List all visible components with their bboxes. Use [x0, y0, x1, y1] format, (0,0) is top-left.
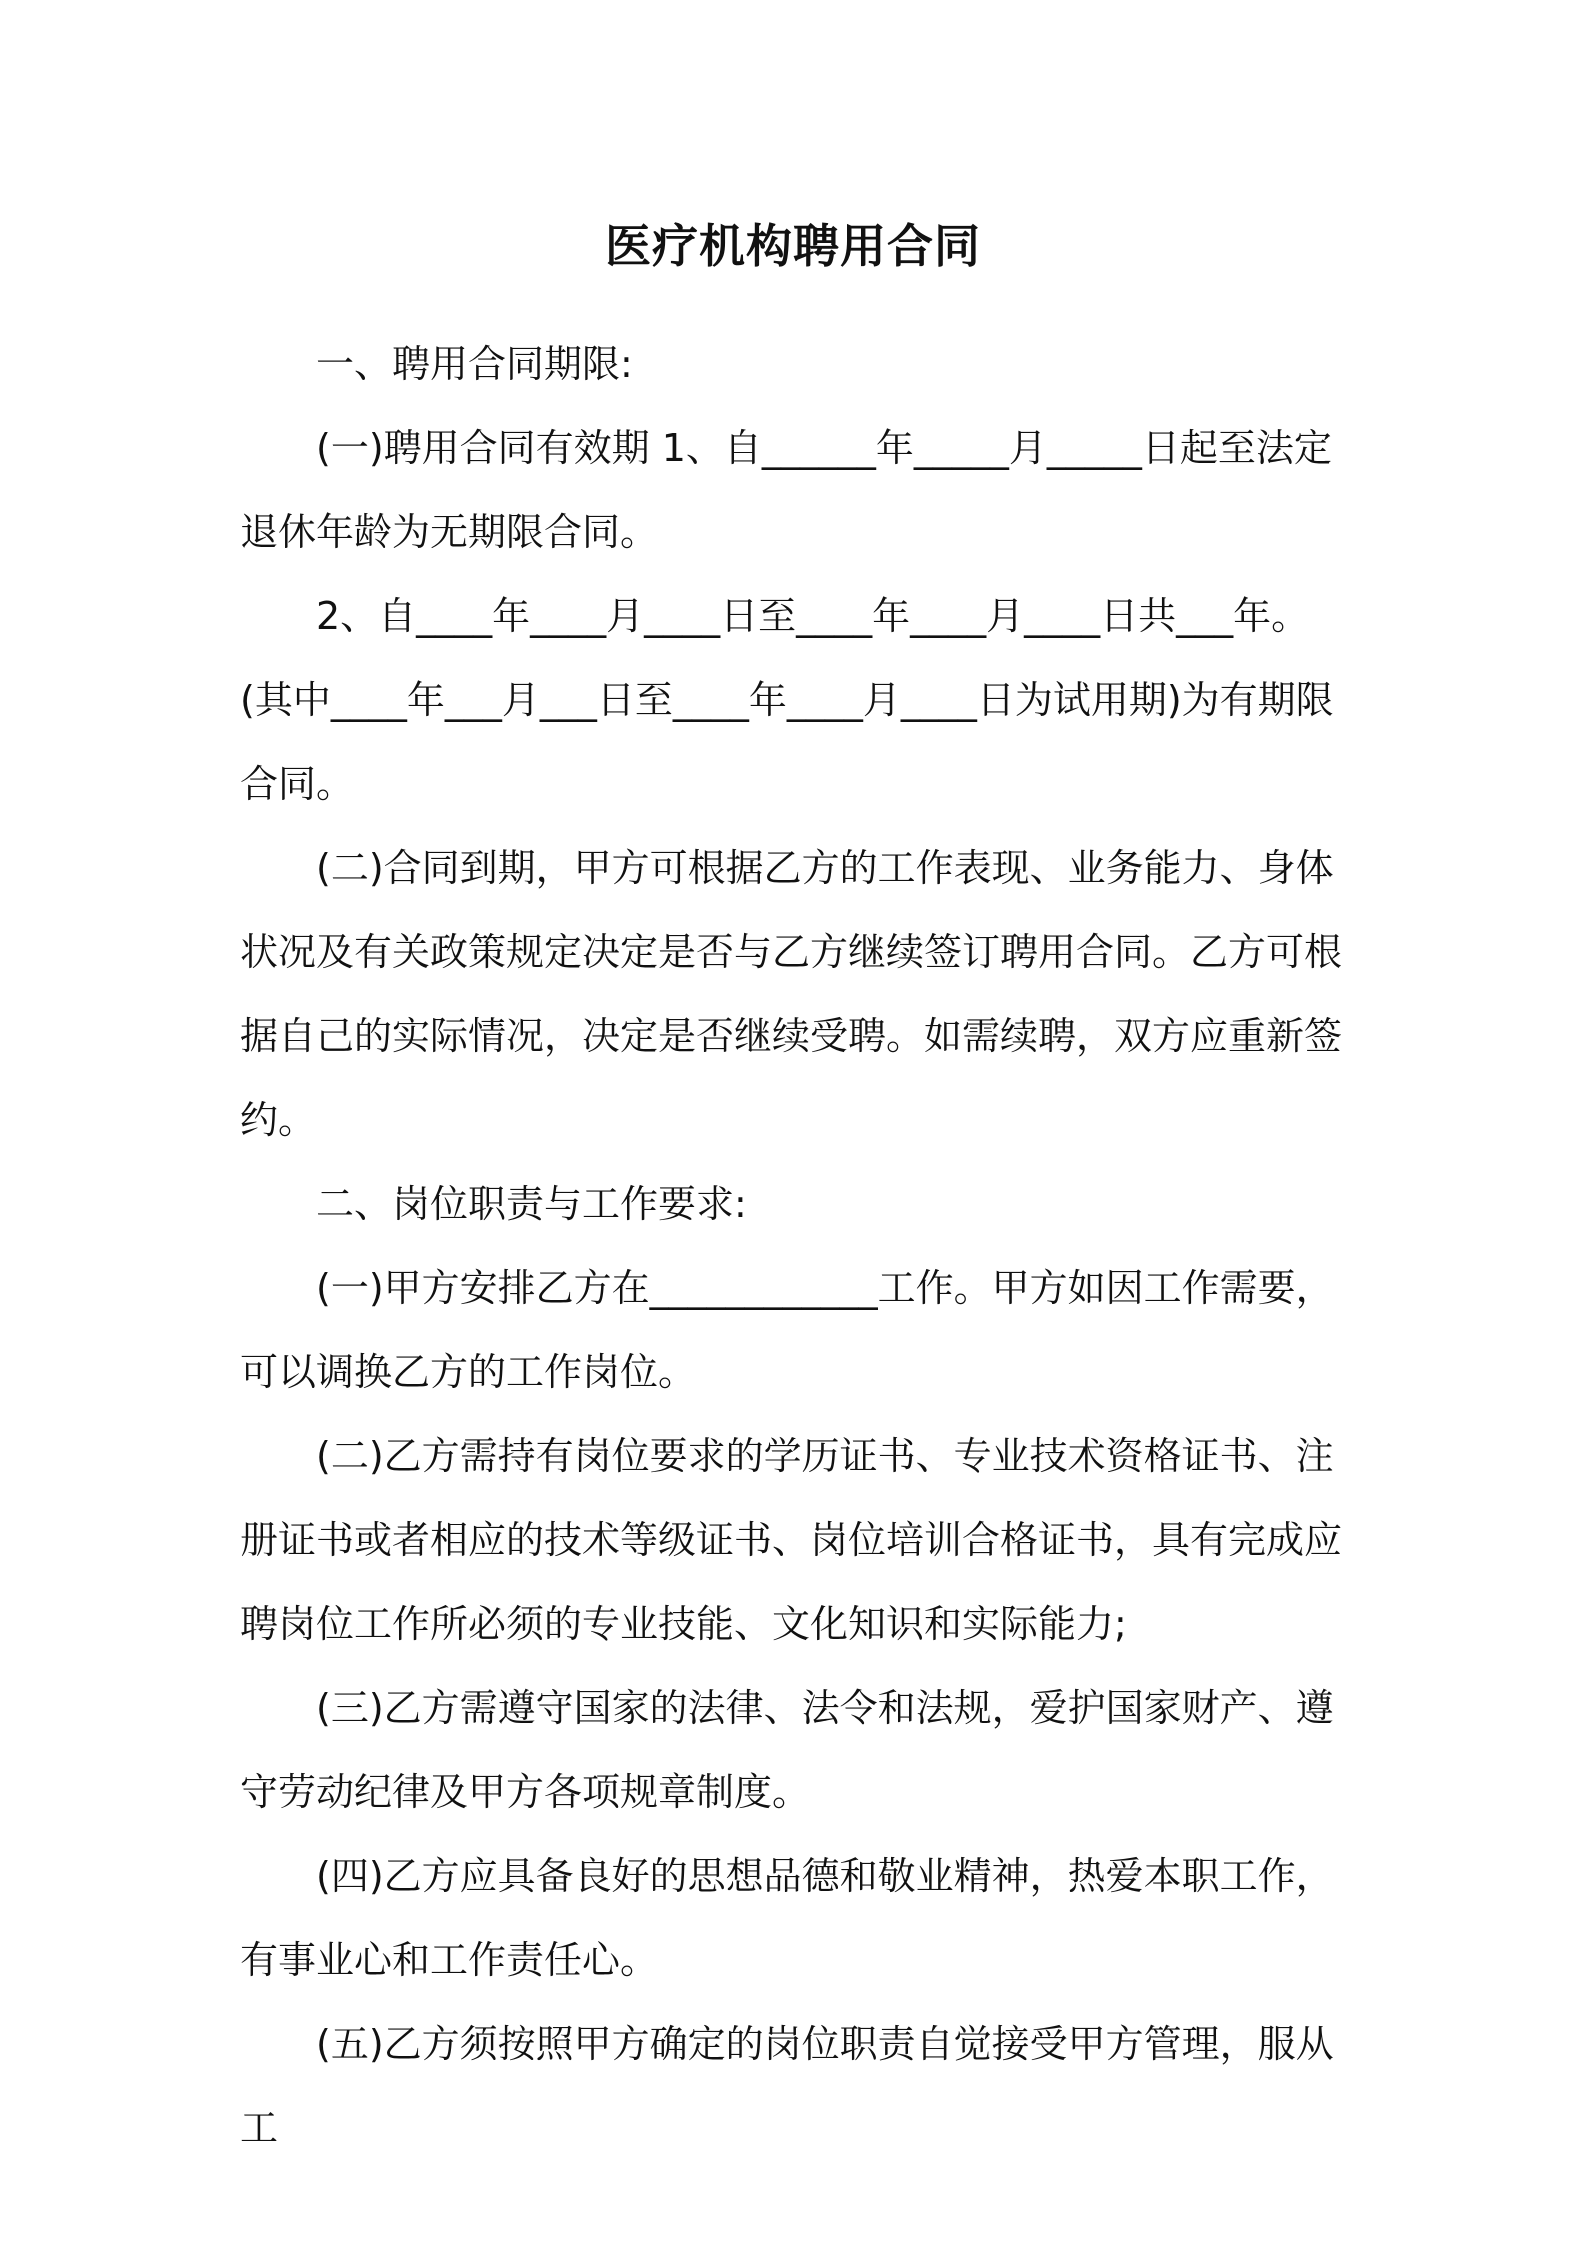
section-2-heading: 二、岗位职责与工作要求: — [316, 1182, 747, 1226]
document-body — [240, 322, 1355, 2170]
clause-2-3: (三)乙方需遵守国家的法律、法令和法规，爱护国家财产、遵守劳动纪律及甲方各项规章制度。 — [240, 1686, 1334, 1814]
clause-2-4: (四)乙方应具备良好的思想品德和敬业精神，热爱本职工作，有事业心和工作责任心。 — [240, 1854, 1334, 1982]
clause-2-1: (一)甲方安排乙方在____________工作。甲方如因工作需要，可以调换乙方的工作岗位。 — [240, 1266, 1334, 1394]
clause-1-2: (二)合同到期，甲方可根据乙方的工作表现、业务能力、身体状况及有关政策规定决定是否与乙方继续签订聘用合同。乙方可根据自己的实际情况，决定是否继续受聘。如需续聘，双方应重新签约。 — [240, 846, 1343, 1142]
section-1-heading: 一、聘用合同期限: — [316, 342, 633, 386]
clause-1-1: (一)聘用合同有效期 1、自______年_____月_____日起至法定退休年龄为无期限合同。 — [240, 426, 1332, 554]
clause-1-1-fixed-term: 2、自____年____月____日至____年____月____日共___年。(其中____年___月___日至____年____月____日为试用期)为有期限合同。 — [240, 594, 1334, 806]
clause-2-5: (五)乙方须按照甲方确定的岗位职责自觉接受甲方管理，服从工 — [240, 2022, 1334, 2150]
clause-2-2: (二)乙方需持有岗位要求的学历证书、专业技术资格证书、注册证书或者相应的技术等级证书、岗位培训合格证书，具有完成应聘岗位工作所必须的专业技能、文化知识和实际能力; — [240, 1434, 1343, 1646]
document-title: 医疗机构聘用合同 — [605, 219, 981, 273]
